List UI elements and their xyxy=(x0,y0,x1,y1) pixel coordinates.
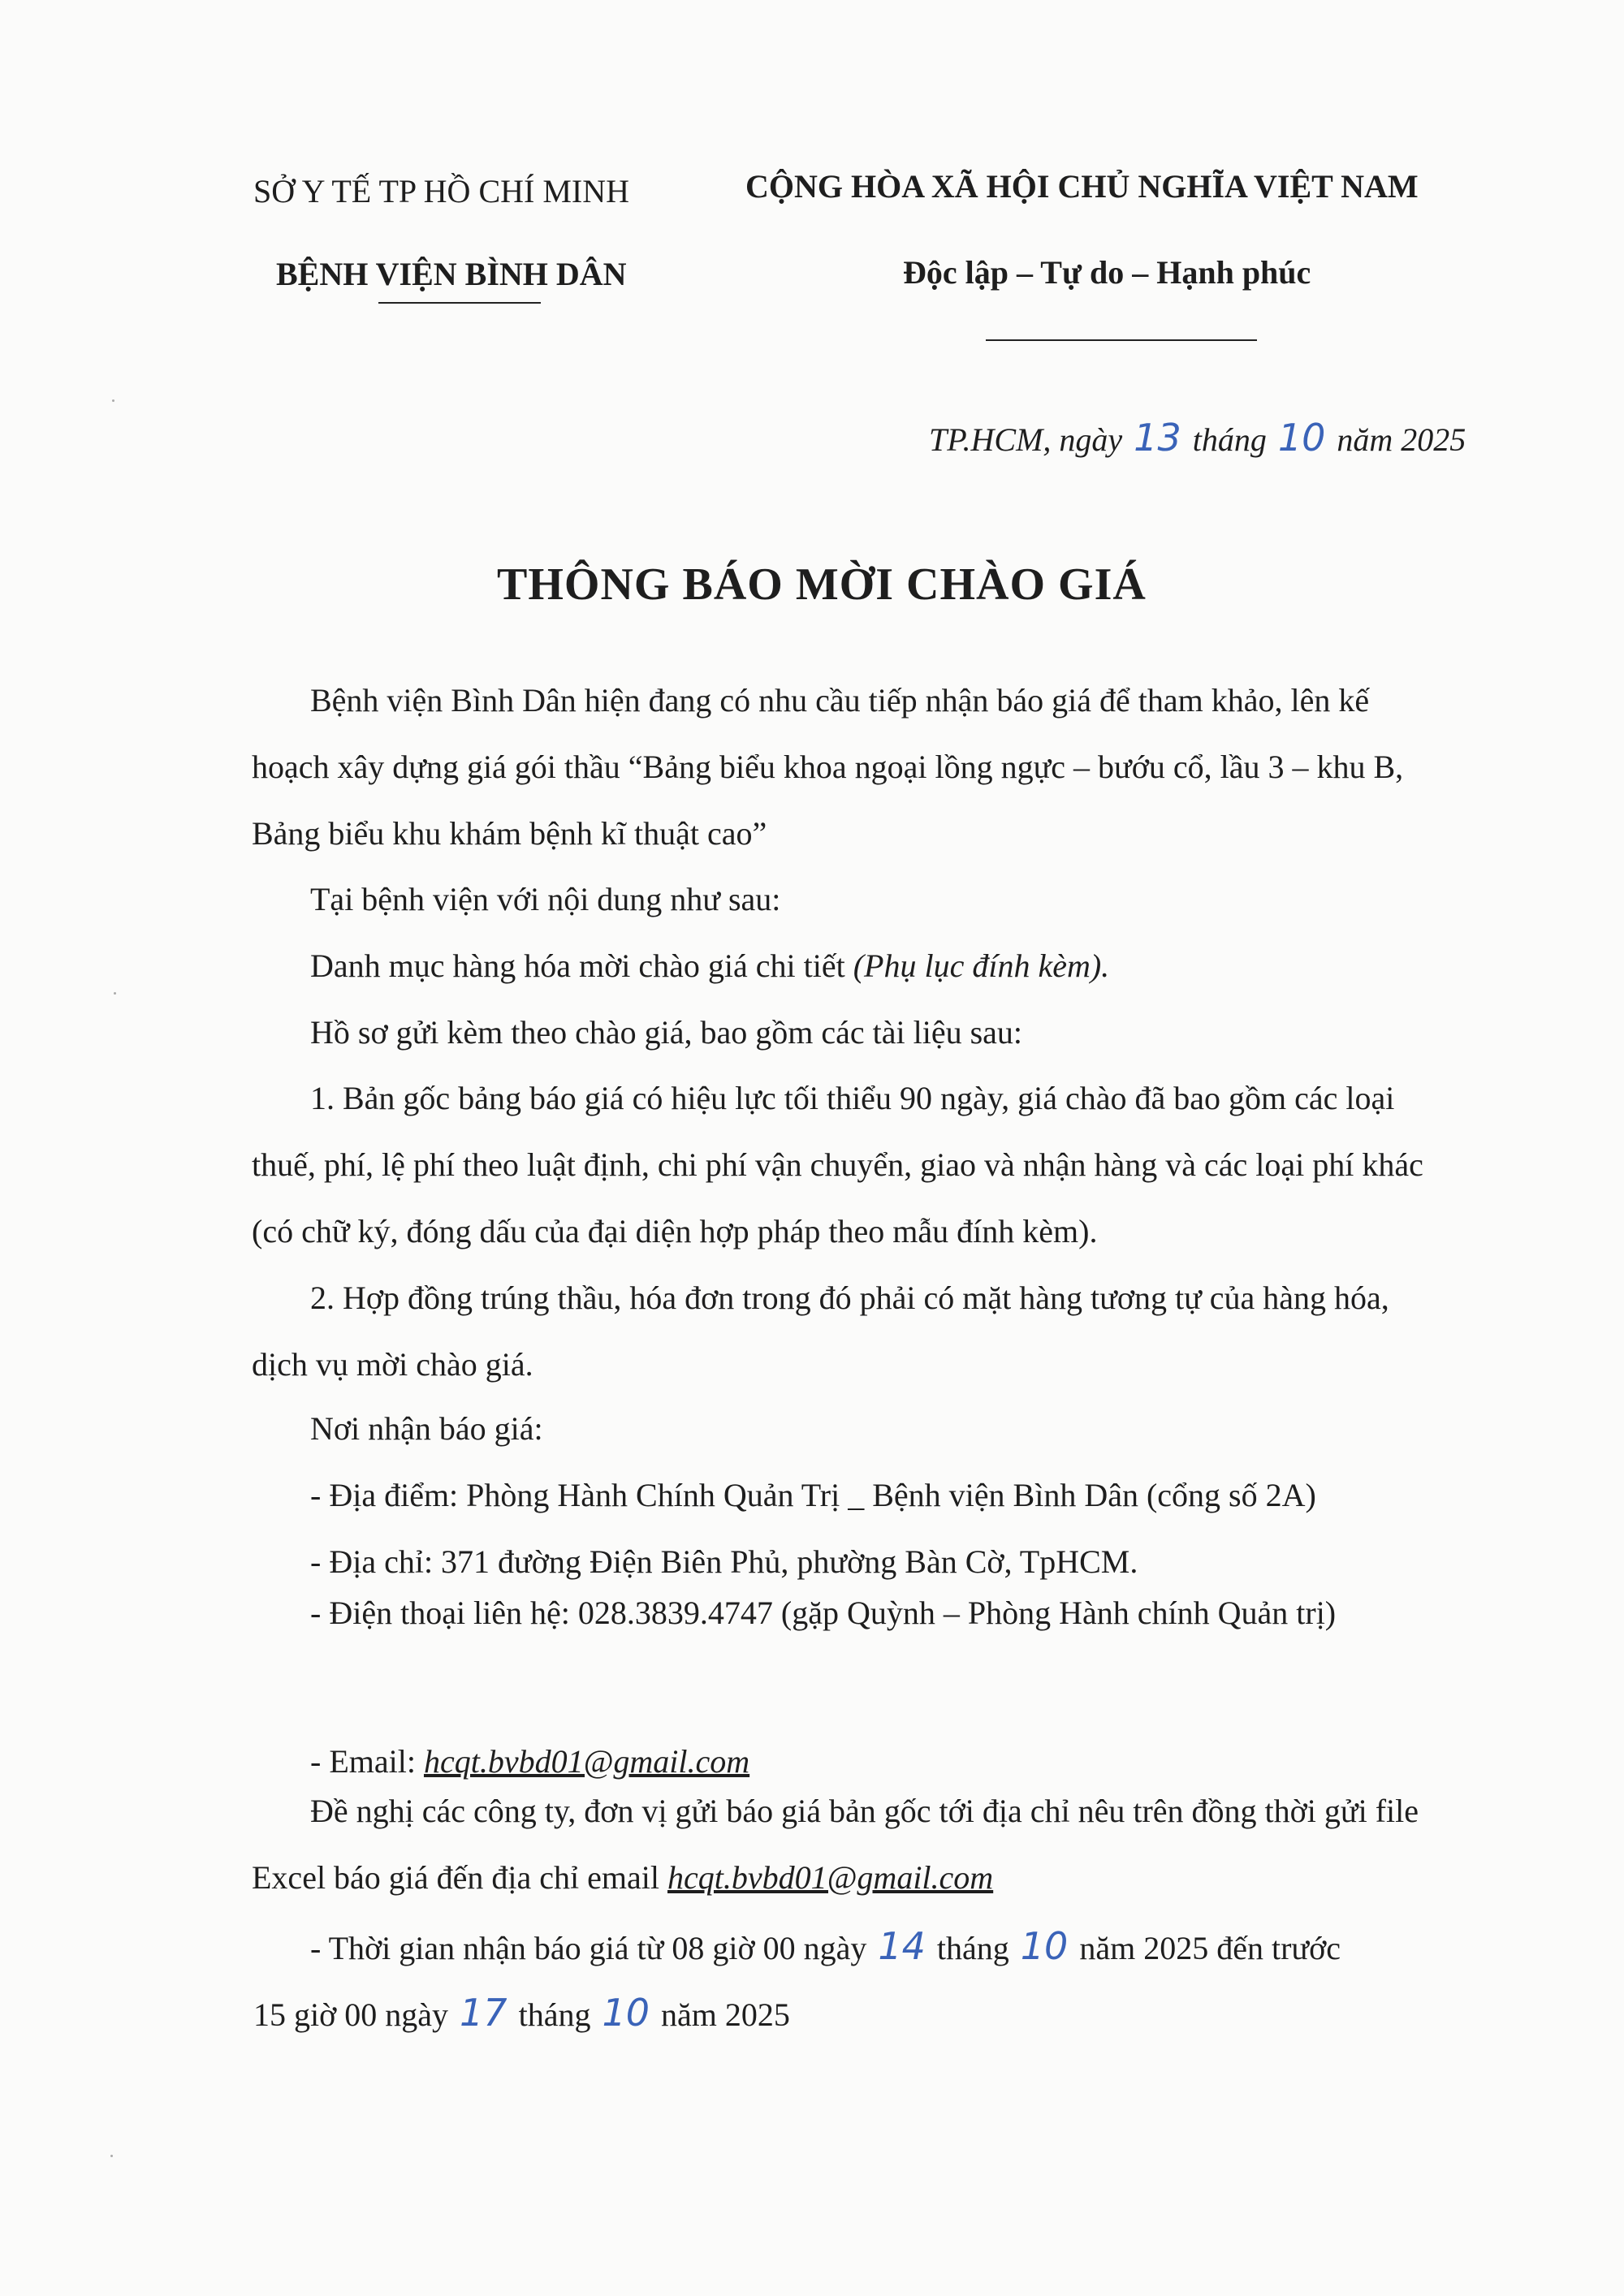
time-line-1 xyxy=(310,1924,1341,1968)
handwritten-start-day: 14 xyxy=(878,1924,926,1968)
header-left-underline xyxy=(378,302,541,304)
scan-speck xyxy=(114,992,116,995)
list-line-appendix: (Phụ lục đính kèm). xyxy=(853,947,1110,984)
receive-address: - Địa chỉ: 371 đường Điện Biên Phủ, phường Bàn Cờ, TpHCM. xyxy=(310,1543,1138,1580)
document-item-1: 1. Bản gốc bảng báo giá có hiệu lực tối thiểu 90 ngày, giá chào đã bao gồm các loại thuế, phí, lệ phí theo luật định, chi phí vận chuyển, giao và nhận hàng và các loại phí khác (có chữ ký, đóng dấu của đại diện hợp pháp theo mẫu đính kèm). xyxy=(252,1080,1423,1249)
handwritten-end-month: 10 xyxy=(602,1991,650,2035)
handwritten-start-month: 10 xyxy=(1020,1924,1069,1968)
date-prefix: TP.HCM, ngày xyxy=(929,421,1123,458)
document-item-2: 2. Hợp đồng trúng thầu, hóa đơn trong đó phải có mặt hàng tương tự của hàng hóa, dịch vụ mời chào giá. xyxy=(252,1280,1389,1383)
scan-speck xyxy=(112,399,114,402)
time-start-year-label: năm 2025 đến trước xyxy=(1079,1930,1341,1966)
documents-heading: Hồ sơ gửi kèm theo chào giá, bao gồm các tài liệu sau: xyxy=(310,1014,1023,1051)
request-paragraph xyxy=(252,1778,1429,1911)
header-country-name: CỘNG HÒA XÃ HỘI CHỦ NGHĨA VIỆT NAM xyxy=(745,168,1419,205)
intro-paragraph: Bệnh viện Bình Dân hiện đang có nhu cầu tiếp nhận báo giá để tham khảo, lên kế hoạch xây dựng giá gói thầu “Bảng biểu khoa ngoại lồng ngực – bướu cổ, lầu 3 – khu B, Bảng biểu khu khám bệnh kĩ thuật cao” xyxy=(252,682,1404,852)
time-line-2 xyxy=(253,1991,790,2035)
handwritten-day: 13 xyxy=(1134,416,1181,460)
header-motto: Độc lập – Tự do – Hạnh phúc xyxy=(903,254,1311,291)
request-text: Đề nghị các công ty, đơn vị gửi báo giá bản gốc tới địa chỉ nêu trên đồng thời gửi file Excel báo giá đến địa chỉ email xyxy=(252,1793,1419,1896)
location-line: Tại bệnh viện với nội dung như sau: xyxy=(310,881,781,917)
time-end-year-label: năm 2025 xyxy=(661,1996,790,2033)
time-start-month-label: tháng xyxy=(936,1930,1009,1966)
receive-place: - Địa điểm: Phòng Hành Chính Quản Trị _ Bệnh viện Bình Dân (cổng số 2A) xyxy=(310,1477,1316,1513)
email-label: - Email: xyxy=(310,1743,416,1780)
document-title: THÔNG BÁO MỜI CHÀO GIÁ xyxy=(497,559,1147,610)
list-line xyxy=(310,947,1109,985)
header-right-underline xyxy=(986,339,1257,341)
header-hospital-name: BỆNH VIỆN BÌNH DÂN xyxy=(276,256,627,292)
receive-phone: - Điện thoại liên hệ: 028.3839.4747 (gặp Quỳnh – Phòng Hành chính Quản trị) xyxy=(310,1595,1337,1631)
scan-speck xyxy=(110,2155,113,2157)
date-month-label: tháng xyxy=(1192,421,1267,458)
handwritten-month: 10 xyxy=(1277,416,1326,460)
request-email-link[interactable]: hcqt.bvbd01@gmail.com xyxy=(667,1859,994,1896)
time-end-text: 15 giờ 00 ngày xyxy=(253,1996,449,2033)
receive-heading: Nơi nhận báo giá: xyxy=(310,1410,543,1447)
receive-email-line xyxy=(310,1742,749,1780)
email-link[interactable]: hcqt.bvbd01@gmail.com xyxy=(423,1743,750,1780)
date-line xyxy=(929,416,1466,460)
date-year-label: năm 2025 xyxy=(1337,421,1466,458)
handwritten-end-day: 17 xyxy=(460,1991,508,2035)
header-department: SỞ Y TẾ TP HỒ CHÍ MINH xyxy=(253,173,629,209)
list-line-text: Danh mục hàng hóa mời chào giá chi tiết xyxy=(310,947,845,984)
time-end-month-label: tháng xyxy=(518,1996,591,2033)
time-start-text: - Thời gian nhận báo giá từ 08 giờ 00 ngày xyxy=(310,1930,867,1966)
